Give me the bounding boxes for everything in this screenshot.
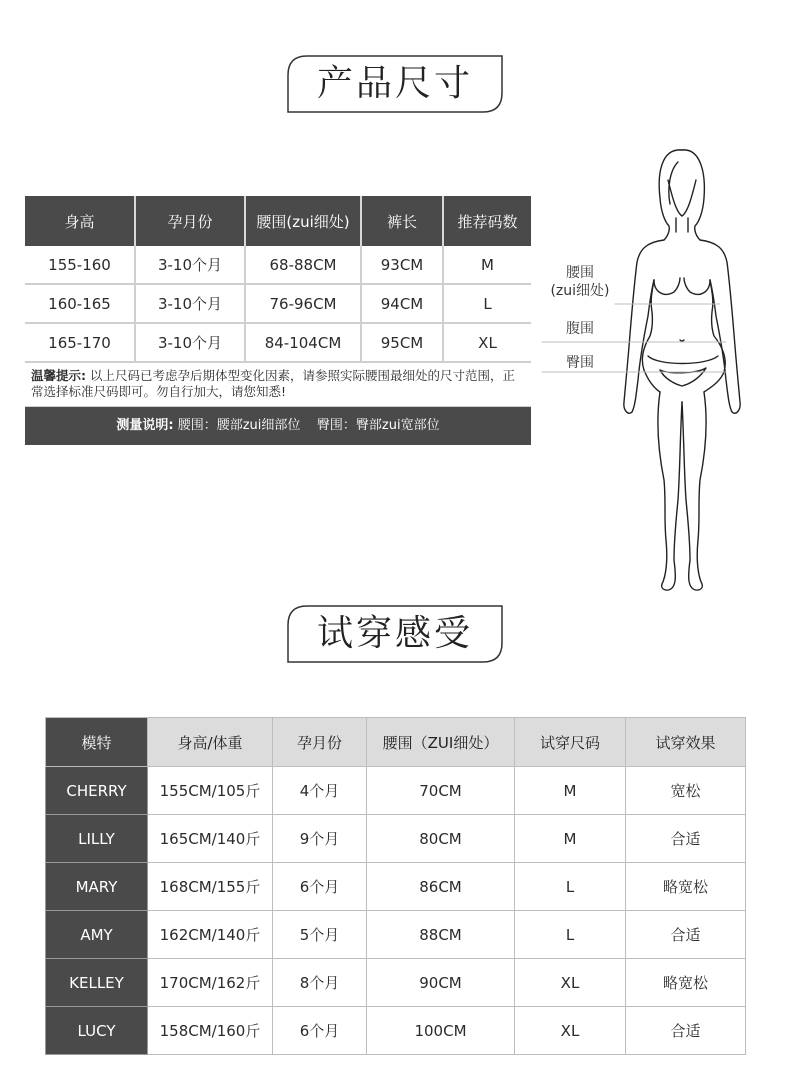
waist-label-line1: 腰围 (566, 265, 594, 281)
size-table-header-row (25, 196, 531, 246)
belly-label: 腹围 (566, 321, 594, 337)
waist-label (540, 264, 620, 300)
header-waist: 腰围(zui细处) (245, 196, 361, 246)
waist-label-line2: (zui细处) (550, 283, 610, 299)
cell-height: 155-160 (25, 246, 135, 284)
table-row (25, 284, 531, 323)
cell-month: 8个月 (273, 959, 367, 1007)
cell-length: 94CM (361, 284, 443, 323)
cell-length: 93CM (361, 246, 443, 284)
tryon-chart (45, 717, 746, 1055)
body-figure (540, 140, 785, 600)
header-waist: 腰围（ZUI细处） (367, 718, 515, 767)
cell-month: 5个月 (273, 911, 367, 959)
cell-size: L (443, 284, 531, 323)
tryon-section-title: 试穿感受 (316, 613, 473, 654)
cell-height: 160-165 (25, 284, 135, 323)
cell-month: 6个月 (273, 863, 367, 911)
cell-effect: 合适 (626, 911, 746, 959)
size-section-title-frame (287, 55, 503, 113)
header-height: 身高 (25, 196, 135, 246)
header-size: 推荐码数 (443, 196, 531, 246)
cell-model: AMY (46, 911, 148, 959)
cell-height: 165-170 (25, 323, 135, 362)
cell-effect: 宽松 (626, 767, 746, 815)
size-table (25, 196, 531, 363)
table-row (46, 815, 746, 863)
cell-month: 3-10个月 (135, 246, 245, 284)
warm-tip (25, 363, 531, 407)
table-row (46, 863, 746, 911)
cell-waist: 70CM (367, 767, 515, 815)
cell-size: M (515, 767, 626, 815)
cell-height-weight: 155CM/105斤 (148, 767, 273, 815)
warm-tip-label: 温馨提示: (31, 368, 86, 383)
cell-size: M (515, 815, 626, 863)
hip-label: 臀围 (566, 355, 594, 371)
cell-size: L (515, 863, 626, 911)
header-effect: 试穿效果 (626, 718, 746, 767)
header-height-weight: 身高/体重 (148, 718, 273, 767)
header-month: 孕月份 (135, 196, 245, 246)
cell-month: 3-10个月 (135, 323, 245, 362)
cell-effect: 合适 (626, 1007, 746, 1055)
cell-waist: 68-88CM (245, 246, 361, 284)
cell-height-weight: 158CM/160斤 (148, 1007, 273, 1055)
cell-size: L (515, 911, 626, 959)
cell-effect: 略宽松 (626, 959, 746, 1007)
cell-waist: 84-104CM (245, 323, 361, 362)
header-size: 试穿尺码 (515, 718, 626, 767)
cell-waist: 76-96CM (245, 284, 361, 323)
measure-note-label: 测量说明: (116, 418, 174, 433)
tryon-section-title-frame (287, 605, 503, 663)
table-row (46, 911, 746, 959)
cell-model: LILLY (46, 815, 148, 863)
cell-size: XL (515, 959, 626, 1007)
cell-month: 4个月 (273, 767, 367, 815)
cell-size: XL (443, 323, 531, 362)
measure-note-bar (25, 407, 531, 445)
cell-waist: 100CM (367, 1007, 515, 1055)
table-row (46, 767, 746, 815)
tryon-table (45, 717, 746, 1055)
cell-month: 3-10个月 (135, 284, 245, 323)
size-chart (25, 196, 531, 445)
header-length: 裤长 (361, 196, 443, 246)
cell-height-weight: 162CM/140斤 (148, 911, 273, 959)
cell-size: XL (515, 1007, 626, 1055)
cell-waist: 90CM (367, 959, 515, 1007)
cell-waist: 86CM (367, 863, 515, 911)
cell-month: 9个月 (273, 815, 367, 863)
table-row (46, 959, 746, 1007)
header-model: 模特 (46, 718, 148, 767)
cell-model: MARY (46, 863, 148, 911)
cell-height-weight: 165CM/140斤 (148, 815, 273, 863)
cell-size: M (443, 246, 531, 284)
cell-length: 95CM (361, 323, 443, 362)
measure-note-text: 腰围：腰部zui细部位 臀围：臀部zui宽部位 (177, 418, 440, 433)
cell-model: LUCY (46, 1007, 148, 1055)
warm-tip-text: 以上尺码已考虑孕后期体型变化因素，请参照实际腰围最细处的尺寸范围，正常选择标准尺码即可。勿自行加大，请您知悉! (31, 368, 515, 399)
table-row (25, 246, 531, 284)
cell-waist: 88CM (367, 911, 515, 959)
cell-model: KELLEY (46, 959, 148, 1007)
cell-month: 6个月 (273, 1007, 367, 1055)
cell-waist: 80CM (367, 815, 515, 863)
cell-height-weight: 170CM/162斤 (148, 959, 273, 1007)
cell-height-weight: 168CM/155斤 (148, 863, 273, 911)
cell-model: CHERRY (46, 767, 148, 815)
cell-effect: 合适 (626, 815, 746, 863)
tryon-header-row (46, 718, 746, 767)
cell-effect: 略宽松 (626, 863, 746, 911)
size-section-title: 产品尺寸 (316, 63, 473, 104)
header-month: 孕月份 (273, 718, 367, 767)
table-row (25, 323, 531, 362)
table-row (46, 1007, 746, 1055)
